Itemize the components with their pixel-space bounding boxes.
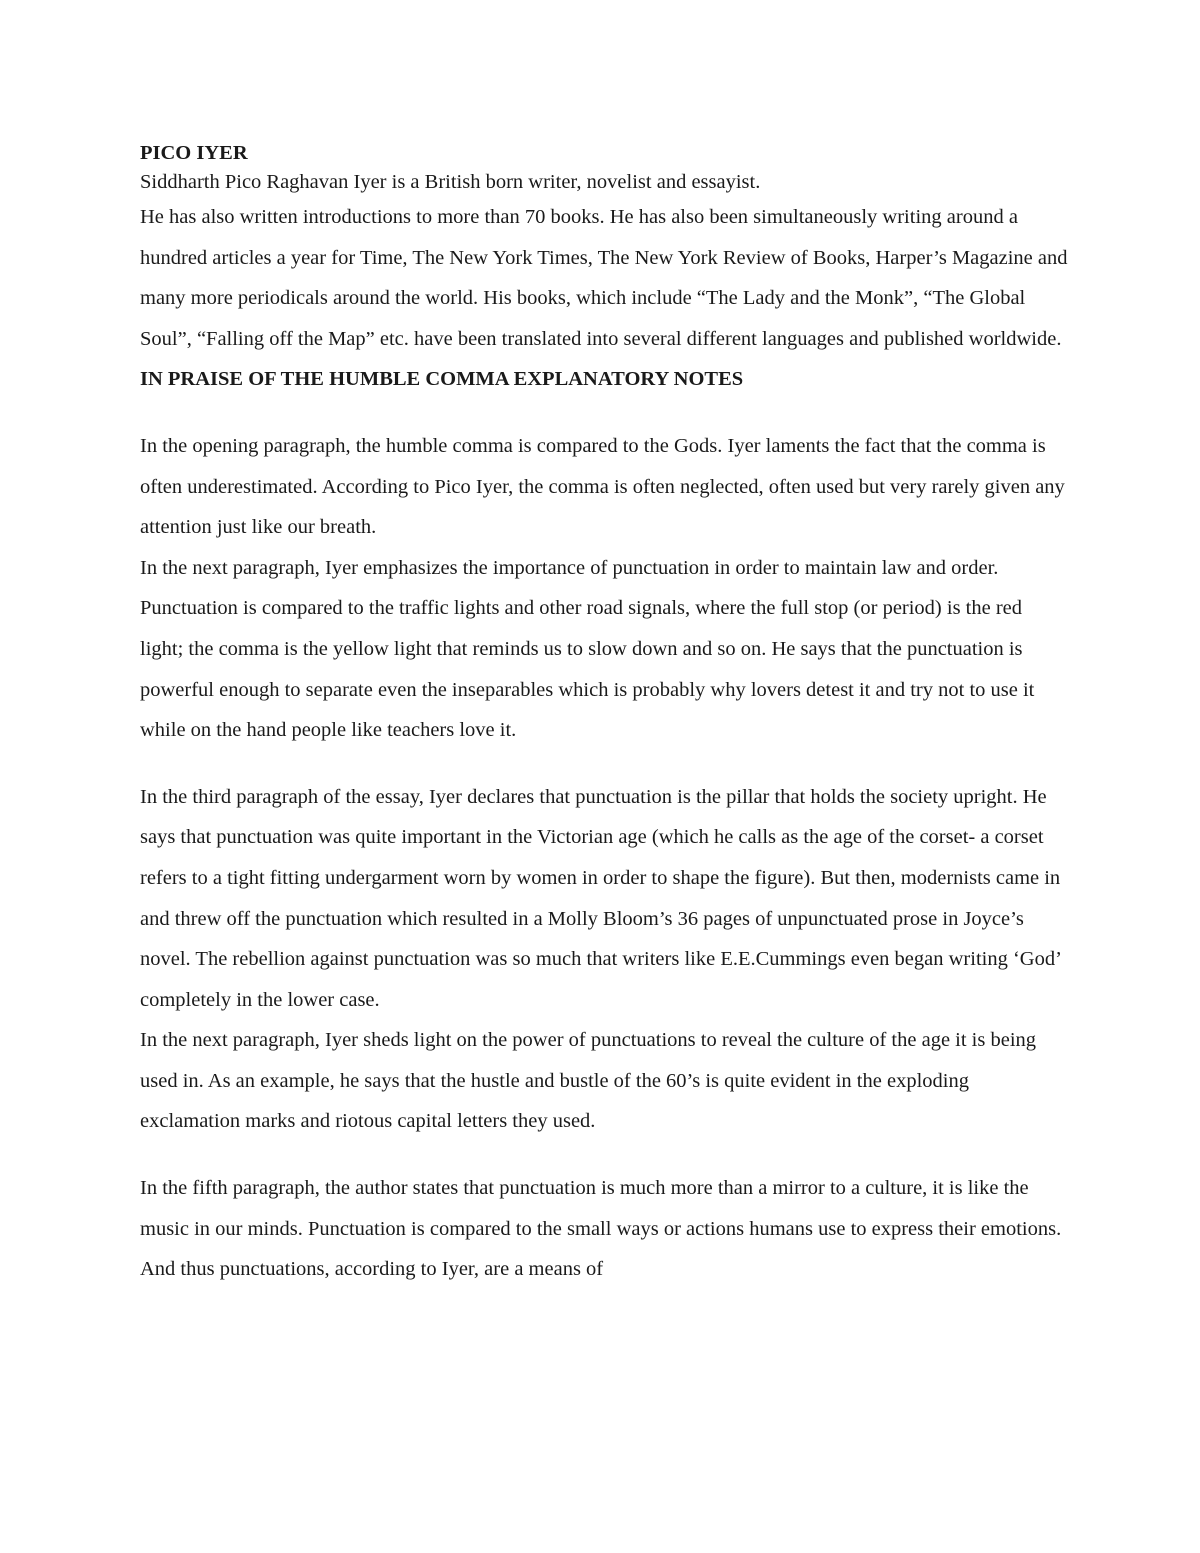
page-body [140,140,1070,1290]
document-title: PICO IYER [140,142,248,164]
section-heading: IN PRAISE OF THE HUMBLE COMMA EXPLANATORY NOTES [140,368,744,391]
intro-paragraph: He has also written introductions to more than 70 books. He has also been simultaneously writing around a hundred articles a year for Time, The New York Times, The New York Review of Books, Harper’s Magazine and many more periodicals around the world. His books, which include “The Lady and the Monk”, “The Global Soul”, “Falling off the Map” etc. have been translated into several different languages and published worldwide. [140,206,1068,350]
paragraph-4: In the next paragraph, Iyer sheds light on the power of punctuations to reveal the culture of the age it is being used in. As an example, he says that the hustle and bustle of the 60’s is quite evident in the exploding exclamation marks and riotous capital letters they used. [140,1029,1037,1133]
paragraph-3: In the third paragraph of the essay, Iyer declares that punctuation is the pillar that holds the society upright. He says that punctuation was quite important in the Victorian age (which he calls as the age of the corset- a corset refers to a tight fitting undergarment worn by women in order to shape the figure). But then, modernists came in and threw off the punctuation which resulted in a Molly Bloom’s 36 pages of unpunctuated prose in Joyce’s novel. The rebellion against punctuation was so much that writers like E.E.Cummings even began writing ‘God’ completely in the lower case. [140,785,1061,1011]
paragraph-5: In the fifth paragraph, the author states that punctuation is much more than a mirror to a culture, it is like the music in our minds. Punctuation is compared to the small ways or actions humans use to express their emotions. And thus punctuations, according to Iyer, are a means of [140,1177,1062,1281]
intro-line: Siddharth Pico Raghavan Iyer is a British born writer, novelist and essayist. [140,171,761,193]
paragraph-1: In the opening paragraph, the humble comma is compared to the Gods. Iyer laments the fact that the comma is often underestimated. According to Pico Iyer, the comma is often neglected, often used but very rarely given any attention just like our breath. [140,434,1065,539]
paragraph-2: In the next paragraph, Iyer emphasizes the importance of punctuation in order to maintain law and order. Punctuation is compared to the traffic lights and other road signals, where the full stop (or period) is the red light; the comma is the yellow light that reminds us to slow down and so on. He says that the punctuation is powerful enough to separate even the inseparables which is probably why lovers detest it and try not to use it while on the hand people like teachers love it. [140,556,1035,742]
